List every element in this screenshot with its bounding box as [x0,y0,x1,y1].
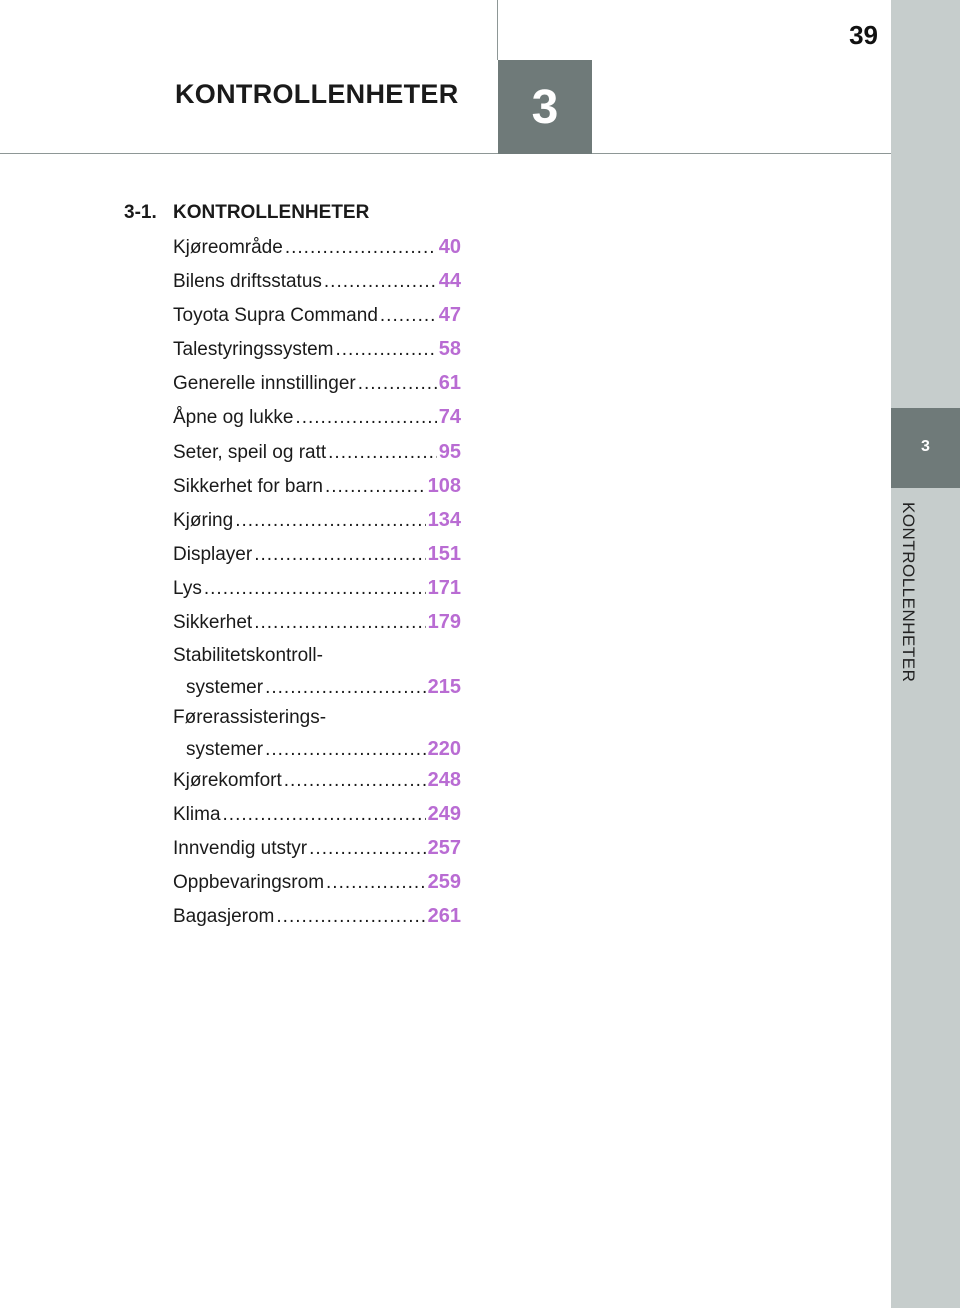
sidebar-tab-number: 3 [921,438,930,455]
toc-entry[interactable] [173,509,461,532]
toc-entry-label: Kjøring [173,510,234,531]
sidebar-chapter-label: KONTROLLENHETER [899,502,918,683]
toc-entry-label: Oppbevaringsrom [173,872,325,893]
toc-page-link[interactable]: 249 [427,803,461,825]
toc-entry-label: Sikkerhet [173,612,253,633]
toc-page-link[interactable]: 259 [427,871,461,893]
toc-page-link[interactable]: 44 [438,270,461,292]
toc-leader-dots [295,407,436,429]
toc-entry[interactable] [173,837,461,860]
toc-entry-label: Åpne og lukke [173,407,294,428]
toc-leader-dots [309,838,425,860]
toc-entry-label-continued: systemer [186,739,264,760]
toc-entry[interactable] [173,441,461,464]
toc-entry-label: Sikkerhet for barn [173,476,323,497]
toc-section-number: 3-1. [124,202,157,223]
toc-entry-label: Displayer [173,544,253,565]
toc-entry-label: Toyota Supra Command [173,305,378,326]
toc-leader-dots [324,271,437,293]
toc-page-link[interactable]: 261 [427,905,461,927]
toc-entry-label: Stabilitetskontroll- [173,645,323,666]
toc-page-link[interactable]: 179 [427,611,461,633]
toc-entry-label: Lys [173,578,202,599]
toc-entry-label: Bilens driftsstatus [173,271,322,292]
toc-leader-dots [380,305,437,327]
sidebar-chapter-tab[interactable] [891,408,960,488]
toc-entry-label: Kjøreområde [173,237,283,258]
header-divider-vertical [497,0,498,60]
toc-page-link[interactable]: 74 [438,406,461,428]
toc-leader-dots [284,770,426,792]
toc-leader-dots [358,373,437,395]
toc-entry-label: Innvendig utstyr [173,838,308,859]
toc-page-link[interactable]: 40 [438,236,461,258]
toc-entry[interactable] [173,338,461,361]
chapter-title: KONTROLLENHETER [175,79,459,109]
toc-entry[interactable] [173,905,461,928]
header-divider-horizontal [0,153,891,154]
toc-entry[interactable] [173,543,461,566]
toc-entry-label: Bagasjerom [173,906,275,927]
toc-section-title: KONTROLLENHETER [173,202,370,223]
toc-entry-label-continued: systemer [186,677,264,698]
toc-page-link[interactable]: 215 [427,676,461,698]
toc-leader-dots [285,237,437,259]
toc-entry-label: Kjørekomfort [173,770,282,791]
toc-leader-dots [336,339,437,361]
chapter-number: 3 [531,80,559,134]
toc-entry[interactable] [173,577,461,600]
toc-entry-label: Talestyringssystem [173,339,334,360]
toc-leader-dots [254,612,425,634]
toc-page-link[interactable]: 108 [427,475,461,497]
toc-page-link[interactable]: 257 [427,837,461,859]
toc-entry[interactable] [173,645,461,699]
toc-page-link[interactable]: 47 [438,304,461,326]
toc-entry[interactable] [173,270,461,293]
toc-leader-dots [325,476,426,498]
toc-page-link[interactable]: 61 [438,372,461,394]
toc-leader-dots [223,804,426,826]
toc-leader-dots [328,442,437,464]
toc-leader-dots [235,510,425,532]
toc-page-link[interactable]: 248 [427,769,461,791]
toc-page-link[interactable]: 95 [438,441,461,463]
toc-entry[interactable] [173,803,461,826]
toc-entry[interactable] [173,707,461,761]
toc-entry-label: Seter, speil og ratt [173,442,327,463]
toc-leader-dots [265,739,426,761]
toc-leader-dots [276,906,425,928]
toc-entry[interactable] [173,475,461,498]
toc-entry-label: Generelle innstillinger [173,373,356,394]
chapter-number-box [498,60,592,154]
toc-leader-dots [254,544,425,566]
toc-page-link[interactable]: 220 [427,738,461,760]
toc-entry[interactable] [173,769,461,792]
toc-leader-dots [265,677,426,699]
toc-leader-dots [326,872,426,894]
toc-entry[interactable] [173,406,461,429]
page-number: 39 [849,20,878,50]
toc-entry[interactable] [173,304,461,327]
toc-entry[interactable] [173,372,461,395]
toc-entry[interactable] [173,236,461,259]
toc-page-link[interactable]: 151 [427,543,461,565]
toc-page-link[interactable]: 134 [427,509,461,531]
toc-entry-label: Førerassisterings- [173,707,327,728]
toc-leader-dots [204,578,426,600]
toc-entry-label: Klima [173,804,221,825]
toc-page-link[interactable]: 58 [438,338,461,360]
toc-entry[interactable] [173,871,461,894]
toc-entry[interactable] [173,611,461,634]
toc-page-link[interactable]: 171 [427,577,461,599]
